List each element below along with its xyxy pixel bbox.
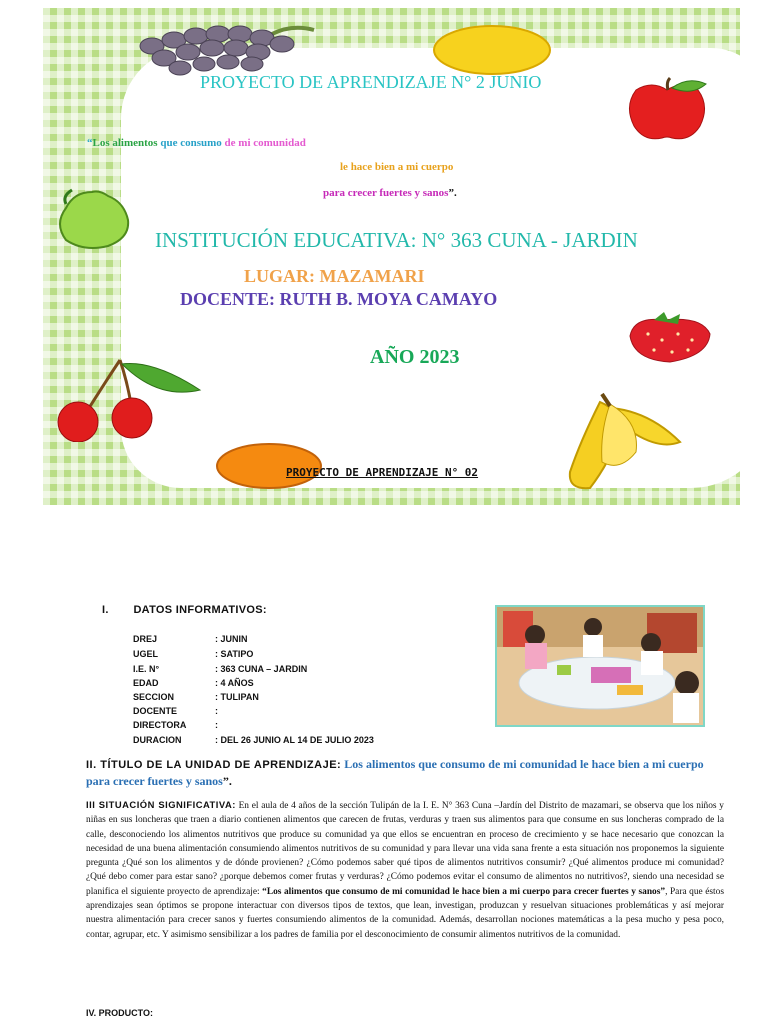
info-row: DIRECTORA : bbox=[133, 720, 218, 730]
section-3-bold: “Los alimentos que consumo de mi comunidad le hace bien a mi cuerpo para crecer fuertes y sanos” bbox=[262, 886, 666, 897]
info-row: DOCENTE : bbox=[133, 706, 218, 716]
section-1-heading bbox=[102, 604, 267, 616]
section-2 bbox=[86, 756, 726, 790]
grapes-icon bbox=[132, 16, 322, 76]
info-row: I.E. N° : 363 CUNA – JARDIN bbox=[133, 664, 308, 674]
section-2-title: Los alimentos que consumo de mi comunidad le hace bien a mi cuerpo para crecer fuertes y sanos bbox=[86, 757, 704, 788]
section-3-text-2: , Para que éstos aprendizajes sean óptimos se propone interactuar con diversos tipos de textos, que lean, investigan, produzcan y resuelvan situaciones problemáticas y así mejorar nuestra alimentación para crecer sanos y fuertes consumiendo alimentos de la comunidad. Además, desarrollan nociones matemáticas a la pesa mucho y pesa poco, contar, agrupar, etc. Y asimismo sensibilizar a los padres de familia por el desconocimiento de consumir alimentos nutritivos de la comunidad. bbox=[86, 886, 725, 940]
quote-line-3-text: para crecer fuertes y sanos bbox=[323, 187, 449, 199]
info-row: SECCION : TULIPAN bbox=[133, 692, 259, 702]
classroom-photo bbox=[495, 605, 705, 727]
cover-quote-line-2: le hace bien a mi cuerpo bbox=[340, 161, 454, 173]
section-1-title: DATOS INFORMATIVOS: bbox=[133, 604, 267, 616]
lemon-icon bbox=[430, 20, 555, 80]
section-3 bbox=[86, 798, 724, 942]
info-row: DURACION : DEL 26 JUNIO AL 14 DE JULIO 2023 bbox=[133, 735, 374, 745]
info-row: EDAD : 4 AÑOS bbox=[133, 678, 254, 688]
teacher: DOCENTE: RUTH B. MOYA CAMAYO bbox=[180, 289, 498, 309]
section-2-label: II. TÍTULO DE LA UNIDAD DE APRENDIZAJE: bbox=[86, 759, 342, 771]
apple-icon bbox=[622, 76, 712, 144]
cover-title: PROYECTO DE APRENDIZAJE N° 2 JUNIO bbox=[200, 72, 542, 92]
pear-icon bbox=[52, 184, 134, 252]
quote-open: “ bbox=[87, 137, 93, 149]
project-label: PROYECTO DE APRENDIZAJE N° 02 bbox=[286, 466, 479, 479]
quote-word-1: Los alimentos bbox=[92, 137, 158, 149]
quote-word-2: que consumo bbox=[160, 137, 222, 149]
orange-icon bbox=[214, 440, 324, 490]
info-row: DREJ : JUNIN bbox=[133, 634, 248, 644]
section-3-text-1: En el aula de 4 años de la sección Tulipán de la I. E. N° 363 Cuna –Jardín del Distrito de mazamari, se observa que los niños y niñas en sus loncheras que traen a diario contienen alimentos que carecen de frutas, verduras y traen sus alimentos para que consume en sus loncheras comprado de la calle, desconociendo los alimentos nutritivos que produce su comunidad ya que ellos se encuentran en proceso de crecimiento y se hace necesario que conozcan la necesidad de una buena alimentación consumiendo alimentos nutritivos de su comunidad y para llevar una vida sana frente a esta situación nos proponemos la siguiente pregunta ¿Qué son los alimentos y de dónde provienen? ¿Cómo podemos saber qué tipos de alimentos nutritivos consumir? ¿Qué alimentos produce mi comunidad? ¿Qué debo comer para estar sano? ¿porque debemos comer frutas y verduras? ¿Cómo podemos evitar el consumo de alimentos no nutritivos?, siendo una necesidad se planifica el siguiente proyecto de aprendizaje: bbox=[86, 801, 724, 897]
section-4-heading: IV. PRODUCTO: bbox=[86, 1008, 154, 1018]
quote-close: ”. bbox=[448, 187, 457, 199]
section-2-end: ”. bbox=[222, 774, 232, 788]
info-row: UGEL : SATIPO bbox=[133, 649, 254, 659]
banana-icon bbox=[540, 392, 720, 496]
institution-name: INSTITUCIÓN EDUCATIVA: N° 363 CUNA - JARDIN bbox=[155, 228, 638, 252]
year: AÑO 2023 bbox=[370, 346, 460, 368]
cover-quote-line-1 bbox=[87, 137, 306, 149]
cover-quote-line-3 bbox=[323, 187, 457, 199]
place: LUGAR: MAZAMARI bbox=[244, 266, 425, 286]
strawberry-icon bbox=[624, 310, 716, 366]
section-3-label: III SITUACIÓN SIGNIFICATIVA: bbox=[86, 799, 236, 810]
cherries-icon bbox=[44, 354, 204, 442]
section-1-number: I. bbox=[102, 604, 109, 616]
quote-word-3: de mi comunidad bbox=[224, 137, 306, 149]
